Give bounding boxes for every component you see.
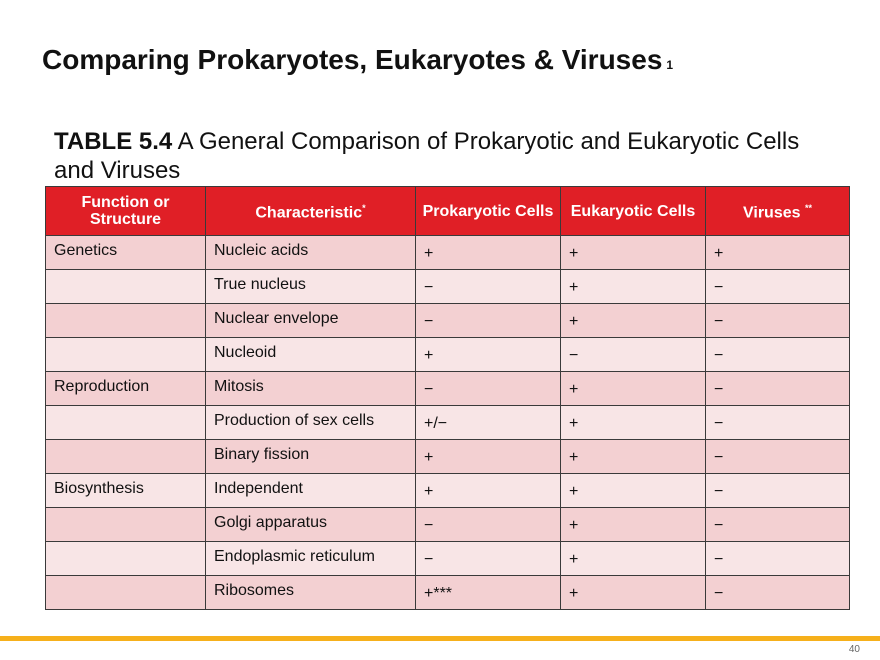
- cell-function: Genetics: [46, 236, 206, 270]
- cell-function: [46, 338, 206, 372]
- table-row: [46, 576, 850, 610]
- cell-eukaryotic: +: [561, 236, 706, 270]
- slide-title-subscript: 1: [666, 58, 674, 72]
- cell-function: [46, 406, 206, 440]
- cell-characteristic: Mitosis: [206, 372, 416, 406]
- slide-title: [42, 44, 673, 76]
- cell-viruses: −: [706, 508, 850, 542]
- cell-function: [46, 440, 206, 474]
- table-caption-label: TABLE 5.4: [54, 128, 173, 155]
- cell-viruses: +: [706, 236, 850, 270]
- cell-eukaryotic: +: [561, 542, 706, 576]
- table-row: [46, 270, 850, 304]
- cell-characteristic: Nucleic acids: [206, 236, 416, 270]
- cell-function: Reproduction: [46, 372, 206, 406]
- header-prokaryotic: Prokaryotic Cells: [416, 187, 561, 236]
- cell-viruses: −: [706, 270, 850, 304]
- cell-characteristic: Golgi apparatus: [206, 508, 416, 542]
- table-caption: [54, 127, 844, 185]
- cell-prokaryotic: +/−: [416, 406, 561, 440]
- cell-characteristic: Nucleoid: [206, 338, 416, 372]
- cell-eukaryotic: +: [561, 440, 706, 474]
- cell-characteristic: Nuclear envelope: [206, 304, 416, 338]
- cell-prokaryotic: −: [416, 542, 561, 576]
- cell-prokaryotic: +: [416, 440, 561, 474]
- cell-prokaryotic: −: [416, 270, 561, 304]
- table-row: [46, 338, 850, 372]
- cell-characteristic: Endoplasmic reticulum: [206, 542, 416, 576]
- table-row: [46, 372, 850, 406]
- cell-eukaryotic: +: [561, 270, 706, 304]
- cell-eukaryotic: −: [561, 338, 706, 372]
- table-row: [46, 474, 850, 508]
- comparison-table: [45, 186, 850, 610]
- cell-viruses: −: [706, 338, 850, 372]
- table-caption-text: A General Comparison of Prokaryotic and Eukaryotic Cells and Viruses: [54, 128, 800, 184]
- header-viruses-label: Viruses: [743, 204, 801, 222]
- cell-function: [46, 304, 206, 338]
- cell-characteristic: Independent: [206, 474, 416, 508]
- cell-viruses: −: [706, 474, 850, 508]
- cell-eukaryotic: +: [561, 406, 706, 440]
- header-characteristic: [206, 187, 416, 236]
- cell-eukaryotic: +: [561, 304, 706, 338]
- header-viruses: [706, 187, 850, 236]
- cell-viruses: −: [706, 406, 850, 440]
- cell-viruses: −: [706, 542, 850, 576]
- slide-title-text: Comparing Prokaryotes, Eukaryotes & Viruses: [42, 44, 663, 75]
- cell-prokaryotic: −: [416, 508, 561, 542]
- table-row: [46, 508, 850, 542]
- cell-viruses: −: [706, 576, 850, 610]
- cell-eukaryotic: +: [561, 474, 706, 508]
- bottom-accent-bar: [0, 636, 880, 641]
- cell-viruses: −: [706, 304, 850, 338]
- cell-function: [46, 576, 206, 610]
- header-characteristic-label: Characteristic: [255, 204, 363, 222]
- cell-function: Biosynthesis: [46, 474, 206, 508]
- cell-function: [46, 508, 206, 542]
- table-row: [46, 542, 850, 576]
- cell-viruses: −: [706, 440, 850, 474]
- cell-function: [46, 542, 206, 576]
- page-number: 40: [848, 644, 860, 655]
- cell-eukaryotic: +: [561, 372, 706, 406]
- table-row: [46, 304, 850, 338]
- cell-prokaryotic: −: [416, 372, 561, 406]
- cell-characteristic: True nucleus: [206, 270, 416, 304]
- cell-characteristic: Ribosomes: [206, 576, 416, 610]
- table-row: [46, 236, 850, 270]
- cell-characteristic: Production of sex cells: [206, 406, 416, 440]
- table-header-row: [46, 187, 850, 236]
- header-characteristic-footnote: *: [362, 203, 366, 214]
- cell-eukaryotic: +: [561, 576, 706, 610]
- header-function: Function or Structure: [46, 187, 206, 236]
- cell-function: [46, 270, 206, 304]
- cell-characteristic: Binary fission: [206, 440, 416, 474]
- cell-prokaryotic: −: [416, 304, 561, 338]
- header-eukaryotic: Eukaryotic Cells: [561, 187, 706, 236]
- cell-prokaryotic: +***: [416, 576, 561, 610]
- table-row: [46, 406, 850, 440]
- header-viruses-footnote: **: [804, 203, 812, 214]
- table-row: [46, 440, 850, 474]
- cell-prokaryotic: +: [416, 338, 561, 372]
- cell-viruses: −: [706, 372, 850, 406]
- cell-eukaryotic: +: [561, 508, 706, 542]
- cell-prokaryotic: +: [416, 474, 561, 508]
- cell-prokaryotic: +: [416, 236, 561, 270]
